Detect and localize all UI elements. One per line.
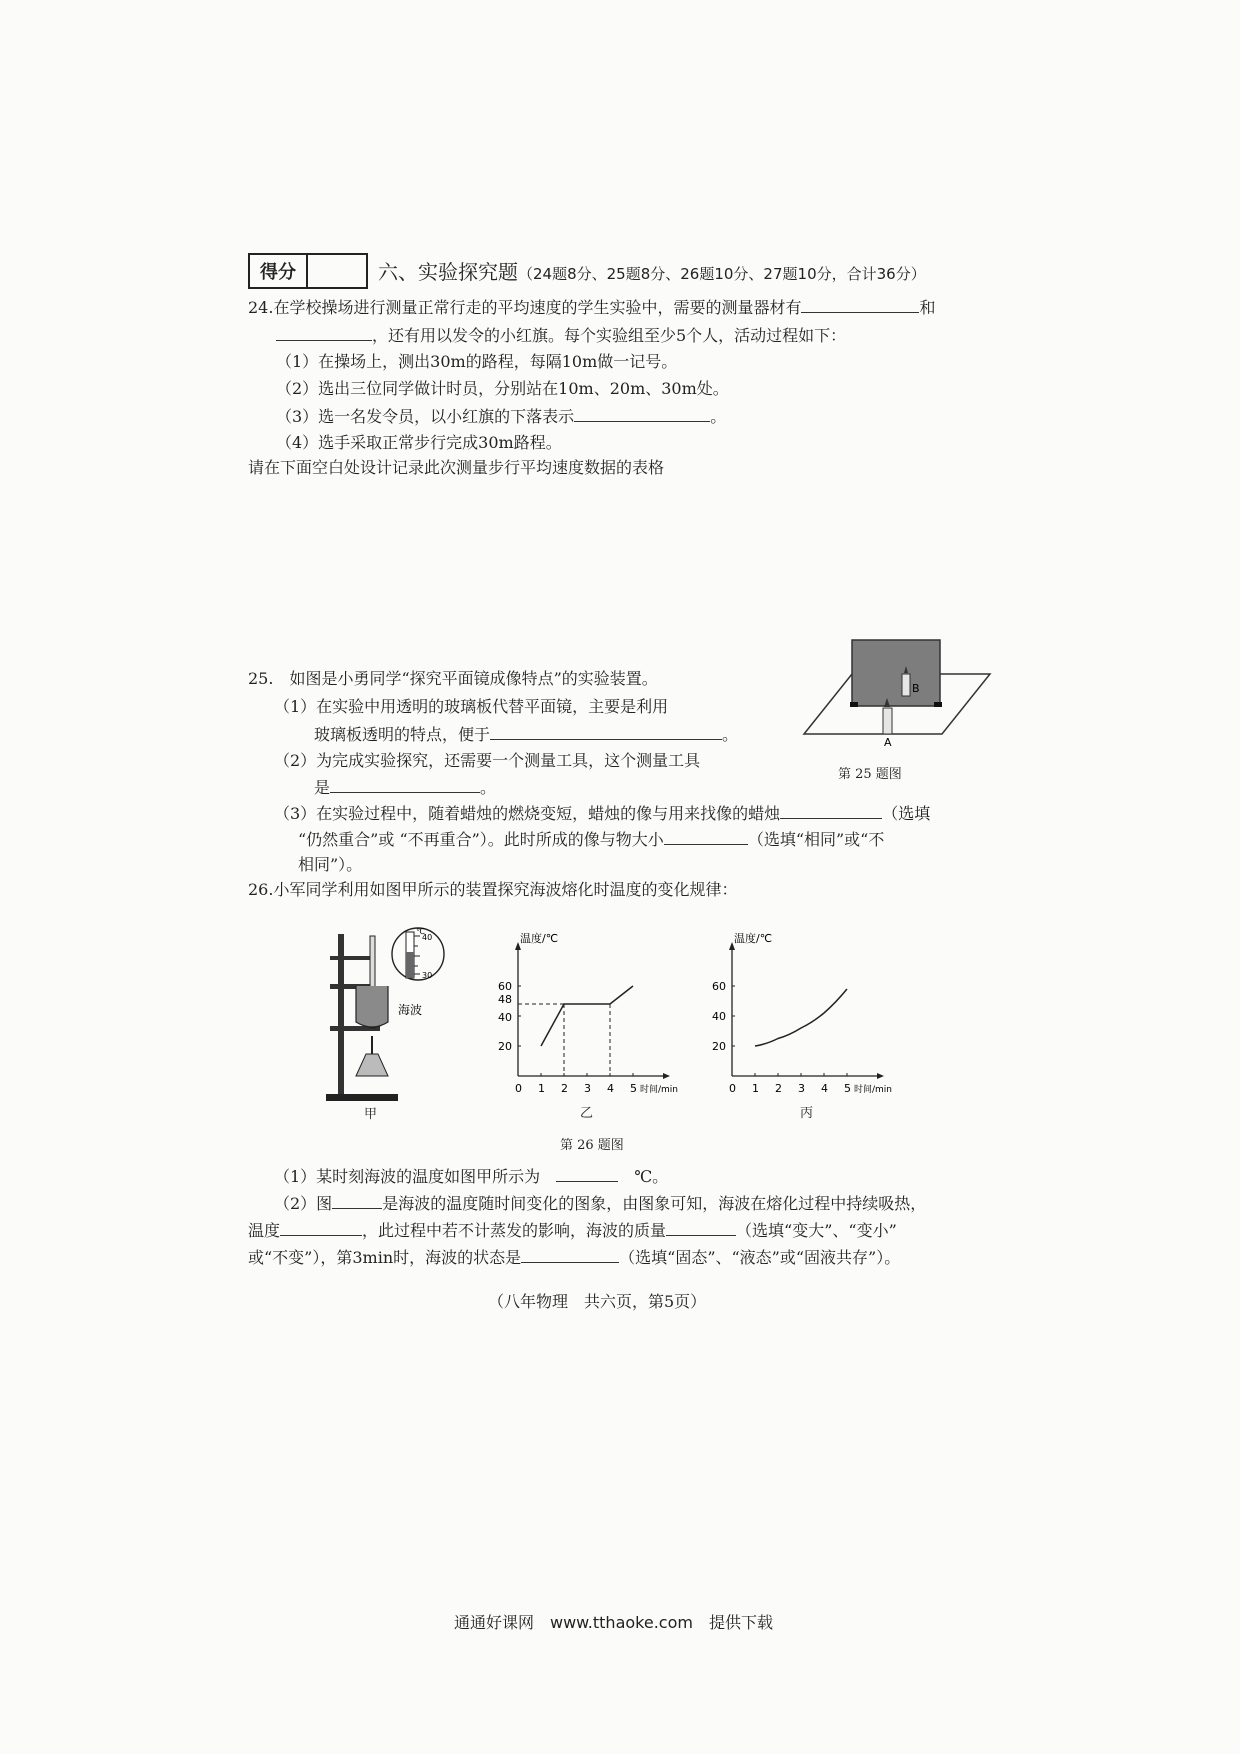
q26-p2b-mid: ，此过程中若不计蒸发的影响，海波的质量	[362, 1221, 667, 1240]
q26-p2b	[248, 1220, 897, 1241]
q24-step3-end: 。	[710, 407, 727, 426]
q25-p2b-text: 是	[314, 778, 331, 797]
score-blank[interactable]	[308, 255, 366, 287]
score-box	[248, 253, 368, 289]
q26-p2c-end: （选填“固态”、“液态”或“固液共存”）。	[619, 1248, 901, 1267]
y-axis-label: 温度/℃	[520, 932, 559, 945]
q24-blank-2[interactable]	[276, 325, 372, 341]
q25-p3b	[298, 829, 884, 850]
q25-p3c: 相同”）。	[298, 855, 363, 874]
chart-yi	[478, 932, 718, 1102]
q26-intro: 26.小军同学利用如图甲所示的装置探究海波熔化时温度的变化规律：	[248, 880, 738, 899]
caption-yi: 乙	[580, 1106, 594, 1121]
q26-p2c	[248, 1247, 900, 1268]
q25-p1b-end: 。	[722, 725, 739, 744]
q26-p2b-start: 温度	[248, 1221, 281, 1240]
y-tick-label: 20	[712, 1040, 726, 1053]
thermo-top-label: 40	[422, 933, 433, 942]
x-axis-arrow	[877, 1073, 884, 1079]
q24-line2	[276, 325, 846, 346]
x-tick-label: 1	[538, 1082, 545, 1095]
x-tick-label: 2	[775, 1082, 782, 1095]
q24-line2-text: ，还有用以发令的小红旗。每个实验组至少5个人，活动过程如下：	[372, 326, 847, 345]
q26-blank-5[interactable]	[521, 1247, 619, 1263]
x-tick-label: 2	[561, 1082, 568, 1095]
page-info: （八年物理 共六页，第5页）	[488, 1292, 707, 1311]
stand-base	[326, 1094, 398, 1101]
x-tick-label: 1	[752, 1082, 759, 1095]
x-tick-label: 4	[607, 1082, 614, 1095]
q25-p3b-text: “仍然重合”或 “不再重合”）。此时所成的像与物大小	[298, 830, 664, 849]
source-footer: 通通好课网 www.tthaoke.com 提供下载	[454, 1613, 773, 1632]
q24-step2: （2）选出三位同学做计时员，分别站在10m、20m、30m处。	[276, 379, 729, 398]
y-tick-label: 48	[498, 993, 512, 1006]
candle-b	[902, 674, 910, 696]
x-axis-label: 时间/min	[854, 1085, 893, 1095]
x-tick-label: 3	[584, 1082, 591, 1095]
caption-bing: 丙	[800, 1106, 814, 1121]
substance-label: 海波	[398, 1003, 423, 1017]
q26-blank-3[interactable]	[280, 1220, 362, 1236]
plate-stand-left	[850, 702, 858, 707]
heating-apparatus-figure	[326, 926, 446, 1106]
thermo-bottom-label: 30	[422, 971, 433, 980]
y-tick-label: 60	[498, 980, 512, 993]
y-tick-label: 60	[712, 980, 726, 993]
q24-step1: （1）在操场上，测出30m的路程，每隔10m做一记号。	[276, 352, 678, 371]
test-tube-beaker	[356, 986, 388, 1027]
q26-p2b-end: （选填“变大”、“变小”	[736, 1221, 897, 1240]
q26-blank-4[interactable]	[666, 1220, 736, 1236]
q25-p1a: （1）在实验中用透明的玻璃板代替平面镜，主要是利用	[274, 697, 669, 716]
q25-blank-4[interactable]	[664, 829, 748, 845]
x-tick-label: 3	[798, 1082, 805, 1095]
q25-intro: 25. 如图是小勇同学“探究平面镜成像特点”的实验装置。	[248, 669, 658, 688]
chart-bing	[692, 932, 932, 1102]
q26-p2a-end: 是海波的温度随时间变化的图象，由图象可知，海波在熔化过程中持续吸热，	[382, 1194, 927, 1213]
q25-p1b-text: 玻璃板透明的特点，便于	[314, 725, 491, 744]
section-title-text: 六、实验探究题	[378, 260, 518, 284]
plate-stand-right	[934, 702, 942, 707]
score-label: 得分	[250, 255, 308, 287]
label-a: A	[884, 736, 892, 748]
glass-plate	[852, 640, 940, 706]
q24-line1-and: 和	[919, 298, 936, 317]
label-b: B	[912, 682, 920, 695]
q25-p3b-end: （选填“相同”或“不	[747, 830, 885, 849]
q24-blank-3[interactable]	[574, 406, 710, 422]
x-tick-label: 5	[844, 1082, 851, 1095]
q26-p2a-start: （2）图	[274, 1194, 333, 1213]
mirror-apparatus-figure	[800, 636, 1000, 748]
q25-blank-1[interactable]	[490, 724, 722, 740]
q26-p2a	[274, 1193, 926, 1214]
clamp-top	[330, 956, 374, 960]
y-tick-label: 40	[712, 1010, 726, 1023]
thermo-unit: ℃	[416, 927, 425, 936]
candle-a	[883, 708, 892, 734]
y-tick-label: 40	[498, 1011, 512, 1024]
q24-line1-text: 24.在学校操场进行测量正常行走的平均速度的学生实验中，需要的测量器材有	[248, 298, 802, 317]
y-tick-label: 20	[498, 1040, 512, 1053]
x-tick-label: 0	[515, 1082, 522, 1095]
x-tick-label: 4	[821, 1082, 828, 1095]
x-axis-label: 时间/min	[640, 1085, 679, 1095]
q25-p3a	[274, 803, 930, 824]
section-points: （24题8分、25题8分、26题10分、27题10分，合计36分）	[518, 265, 926, 283]
q24-instruction: 请在下面空白处设计记录此次测量步行平均速度数据的表格	[248, 458, 665, 477]
q25-p3a-end: （选填	[882, 804, 931, 823]
q25-blank-2[interactable]	[330, 777, 480, 793]
q24-step4: （4）选手采取正常步行完成30m路程。	[276, 433, 562, 452]
series-line	[755, 989, 847, 1046]
q26-p1-text: （1）某时刻海波的温度如图甲所示为	[274, 1167, 541, 1186]
q25-p3a-text: （3）在实验过程中，随着蜡烛的燃烧变短，蜡烛的像与用来找像的蜡烛	[274, 804, 781, 823]
q24-line1	[248, 297, 935, 318]
q24-step3-text: （3）选一名发令员，以小红旗的下落表示	[276, 407, 575, 426]
q25-p2b-end: 。	[480, 778, 497, 797]
section-title	[378, 256, 926, 285]
x-axis-arrow	[663, 1073, 670, 1079]
q25-p2a: （2）为完成实验探究，还需要一个测量工具，这个测量工具	[274, 751, 701, 770]
series-line	[541, 986, 633, 1046]
q26-p1-end: ℃。	[634, 1167, 669, 1186]
alcohol-lamp	[356, 1054, 388, 1076]
q25-blank-3[interactable]	[780, 803, 882, 819]
q25-p1b	[314, 724, 738, 745]
q25-p2b	[314, 777, 496, 798]
fig25-caption: 第 25 题图	[838, 767, 902, 782]
q26-blank-2[interactable]	[332, 1193, 382, 1209]
fig26-caption: 第 26 题图	[560, 1138, 624, 1153]
y-axis-label: 温度/℃	[734, 932, 773, 945]
q24-step3	[276, 406, 726, 427]
q24-blank-1[interactable]	[801, 297, 919, 313]
x-tick-label: 0	[729, 1082, 736, 1095]
q26-p1	[274, 1166, 668, 1187]
caption-jia: 甲	[364, 1107, 378, 1122]
x-tick-label: 5	[630, 1082, 637, 1095]
thermometer-liquid	[406, 952, 414, 978]
q26-p2c-start: 或“不变”），第3min时，海波的状态是	[248, 1248, 522, 1267]
q26-blank-1[interactable]	[556, 1166, 618, 1182]
